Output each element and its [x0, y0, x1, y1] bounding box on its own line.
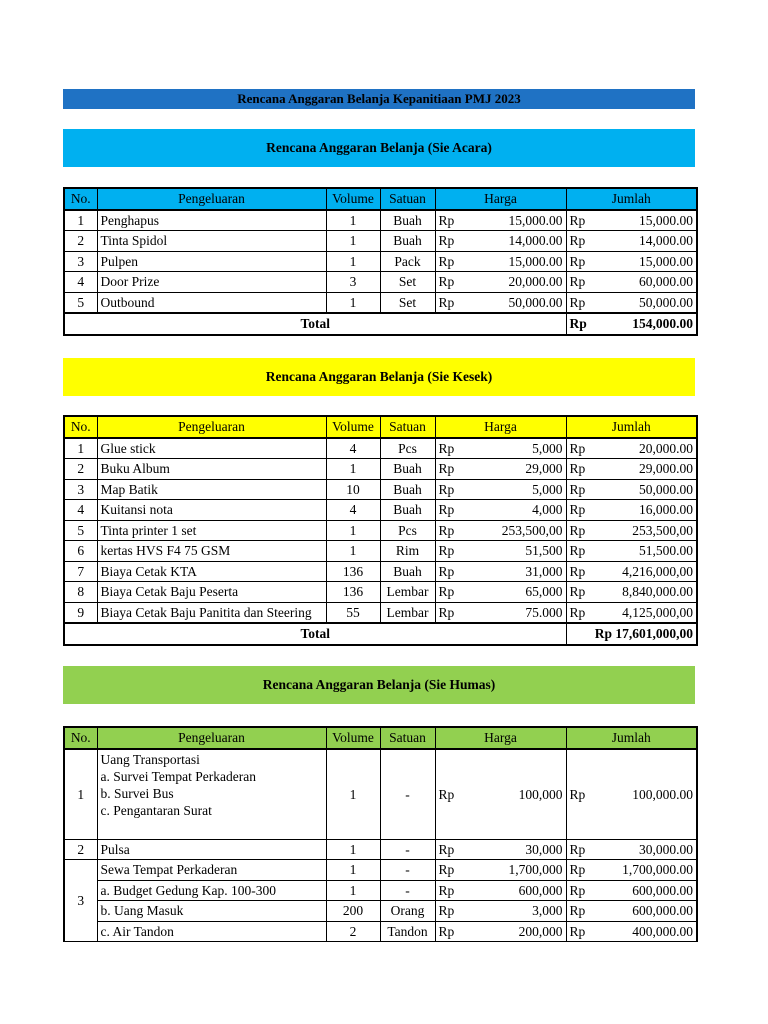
row-satuan: Set: [380, 272, 435, 293]
row-satuan: Pack: [380, 251, 435, 272]
section-title-kesek: Rencana Anggaran Belanja (Sie Kesek): [63, 358, 695, 396]
row-jumlah: 4,216,000,00: [592, 561, 697, 582]
row-volume: 10: [326, 479, 380, 500]
row-harga-currency: Rp: [435, 500, 461, 521]
row-volume: 2: [326, 921, 380, 942]
header-satuan: Satuan: [380, 188, 435, 210]
row-number: 4: [64, 272, 97, 293]
row-jumlah-currency: Rp: [566, 541, 592, 562]
row-harga: 14,000.00: [461, 231, 566, 252]
row-satuan: -: [380, 860, 435, 881]
header-jumlah: Jumlah: [566, 188, 697, 210]
row-satuan: Pcs: [380, 520, 435, 541]
total-amount: 154,000.00: [592, 313, 697, 335]
item-line: c. Pengantaran Surat: [100, 802, 212, 818]
row-item: [97, 749, 326, 840]
header-satuan: Satuan: [380, 727, 435, 749]
row-harga: 65,000: [461, 582, 566, 603]
row-number: 3: [64, 479, 97, 500]
row-volume: 3: [326, 272, 380, 293]
total-label: Total: [64, 313, 566, 335]
row-item: kertas HVS F4 75 GSM: [97, 541, 326, 562]
row-number: 1: [64, 438, 97, 459]
row-satuan: Buah: [380, 479, 435, 500]
item-line: b. Survei Bus: [100, 785, 174, 801]
row-number: 6: [64, 541, 97, 562]
row-harga: 51,500: [461, 541, 566, 562]
row-harga-currency: Rp: [435, 251, 461, 272]
row-number: 4: [64, 500, 97, 521]
row-item: a. Budget Gedung Kap. 100-300: [97, 880, 326, 901]
row-harga-currency: Rp: [435, 749, 461, 840]
row-satuan: Rim: [380, 541, 435, 562]
header-harga: Harga: [435, 416, 566, 438]
table-row: [64, 602, 697, 623]
row-harga-currency: Rp: [435, 602, 461, 623]
row-harga: 30,000: [461, 839, 566, 860]
row-harga-currency: Rp: [435, 921, 461, 942]
row-harga-currency: Rp: [435, 880, 461, 901]
table-row: [64, 901, 697, 922]
row-volume: 1: [326, 749, 380, 840]
row-item: Tinta Spidol: [97, 231, 326, 252]
row-volume: 1: [326, 860, 380, 881]
table-row: [64, 520, 697, 541]
row-item: Biaya Cetak Baju Peserta: [97, 582, 326, 603]
section-title-humas: Rencana Anggaran Belanja (Sie Humas): [63, 666, 695, 704]
row-satuan: Orang: [380, 901, 435, 922]
item-line: Uang Transportasi: [100, 751, 200, 767]
row-harga: 50,000.00: [461, 292, 566, 313]
row-jumlah: 16,000.00: [592, 500, 697, 521]
table-header-row: [64, 416, 697, 438]
row-harga-currency: Rp: [435, 901, 461, 922]
row-volume: 200: [326, 901, 380, 922]
total-label: Total: [64, 623, 566, 645]
row-item: b. Uang Masuk: [97, 901, 326, 922]
row-number: 3: [64, 860, 97, 942]
row-jumlah: 15,000.00: [592, 251, 697, 272]
row-item: Biaya Cetak KTA: [97, 561, 326, 582]
row-jumlah: 1,700,000.00: [592, 860, 697, 881]
row-harga-currency: Rp: [435, 272, 461, 293]
row-harga-currency: Rp: [435, 561, 461, 582]
row-volume: 1: [326, 251, 380, 272]
header-jumlah: Jumlah: [566, 416, 697, 438]
header-volume: Volume: [326, 188, 380, 210]
row-jumlah-currency: Rp: [566, 880, 592, 901]
table-row: [64, 251, 697, 272]
row-satuan: -: [380, 749, 435, 840]
row-jumlah-currency: Rp: [566, 582, 592, 603]
row-jumlah: 100,000.00: [592, 749, 697, 840]
row-jumlah: 15,000.00: [592, 210, 697, 231]
header-no: No.: [64, 416, 97, 438]
row-jumlah: 600,000.00: [592, 901, 697, 922]
row-jumlah-currency: Rp: [566, 210, 592, 231]
header-volume: Volume: [326, 727, 380, 749]
row-number: 1: [64, 749, 97, 840]
row-number: 1: [64, 210, 97, 231]
header-pengeluaran: Pengeluaran: [97, 727, 326, 749]
row-jumlah-currency: Rp: [566, 479, 592, 500]
row-jumlah-currency: Rp: [566, 251, 592, 272]
row-jumlah-currency: Rp: [566, 561, 592, 582]
row-number: 7: [64, 561, 97, 582]
total-value: 17,601,000,00: [615, 626, 693, 642]
row-volume: 1: [326, 520, 380, 541]
total-currency: Rp: [594, 626, 612, 642]
row-harga: 75.000: [461, 602, 566, 623]
row-item: Glue stick: [97, 438, 326, 459]
row-harga: 15,000.00: [461, 251, 566, 272]
row-jumlah-currency: Rp: [566, 459, 592, 480]
table-row: [64, 749, 697, 840]
header-volume: Volume: [326, 416, 380, 438]
total-row: [64, 313, 697, 335]
row-item: Outbound: [97, 292, 326, 313]
total-amount: [566, 623, 697, 645]
row-jumlah: 51,500.00: [592, 541, 697, 562]
row-volume: 1: [326, 459, 380, 480]
row-satuan: -: [380, 880, 435, 901]
row-harga-currency: Rp: [435, 210, 461, 231]
row-jumlah: 29,000.00: [592, 459, 697, 480]
row-jumlah-currency: Rp: [566, 500, 592, 521]
row-item: Pulpen: [97, 251, 326, 272]
row-jumlah: 253,500,00: [592, 520, 697, 541]
row-volume: 1: [326, 292, 380, 313]
row-jumlah: 30,000.00: [592, 839, 697, 860]
row-item: c. Air Tandon: [97, 921, 326, 942]
row-volume: 136: [326, 582, 380, 603]
row-harga-currency: Rp: [435, 292, 461, 313]
total-row: [64, 623, 697, 645]
row-jumlah-currency: Rp: [566, 901, 592, 922]
row-item: Sewa Tempat Perkaderan: [97, 860, 326, 881]
table-row: [64, 231, 697, 252]
row-satuan: Buah: [380, 459, 435, 480]
row-volume: 1: [326, 839, 380, 860]
row-jumlah: 60,000.00: [592, 272, 697, 293]
row-harga-currency: Rp: [435, 479, 461, 500]
row-jumlah: 4,125,000,00: [592, 602, 697, 623]
row-harga: 600,000: [461, 880, 566, 901]
total-currency: Rp: [566, 313, 592, 335]
section-title-acara: Rencana Anggaran Belanja (Sie Acara): [63, 129, 695, 167]
row-jumlah: 14,000.00: [592, 231, 697, 252]
row-satuan: Pcs: [380, 438, 435, 459]
row-item: Door Prize: [97, 272, 326, 293]
row-jumlah-currency: Rp: [566, 860, 592, 881]
row-harga: 200,000: [461, 921, 566, 942]
row-volume: 1: [326, 880, 380, 901]
row-jumlah: 20,000.00: [592, 438, 697, 459]
row-harga: 100,000: [461, 749, 566, 840]
row-jumlah-currency: Rp: [566, 292, 592, 313]
row-volume: 1: [326, 541, 380, 562]
row-item: Buku Album: [97, 459, 326, 480]
row-volume: 1: [326, 231, 380, 252]
row-satuan: Lembar: [380, 602, 435, 623]
row-number: 3: [64, 251, 97, 272]
row-number: 5: [64, 292, 97, 313]
row-number: 2: [64, 839, 97, 860]
row-satuan: Buah: [380, 561, 435, 582]
item-line: a. Survei Tempat Perkaderan: [100, 768, 257, 784]
row-harga-currency: Rp: [435, 438, 461, 459]
row-harga: 20,000.00: [461, 272, 566, 293]
row-jumlah-currency: Rp: [566, 272, 592, 293]
row-harga: 5,000: [461, 479, 566, 500]
table-row: [64, 459, 697, 480]
budget-table-acara: [63, 187, 698, 336]
header-harga: Harga: [435, 727, 566, 749]
row-harga-currency: Rp: [435, 520, 461, 541]
row-harga: 253,500,00: [461, 520, 566, 541]
row-harga: 31,000: [461, 561, 566, 582]
row-volume: 4: [326, 438, 380, 459]
row-harga-currency: Rp: [435, 582, 461, 603]
header-harga: Harga: [435, 188, 566, 210]
row-jumlah: 50,000.00: [592, 292, 697, 313]
budget-table-humas: [63, 726, 698, 942]
table-header-row: [64, 188, 697, 210]
row-number: 2: [64, 231, 97, 252]
header-pengeluaran: Pengeluaran: [97, 416, 326, 438]
row-jumlah-currency: Rp: [566, 749, 592, 840]
row-number: 8: [64, 582, 97, 603]
table-row: [64, 880, 697, 901]
row-satuan: Buah: [380, 500, 435, 521]
table-row: [64, 541, 697, 562]
row-item: Penghapus: [97, 210, 326, 231]
header-jumlah: Jumlah: [566, 727, 697, 749]
row-jumlah-currency: Rp: [566, 438, 592, 459]
row-harga: 5,000: [461, 438, 566, 459]
row-jumlah: 400,000.00: [592, 921, 697, 942]
row-jumlah-currency: Rp: [566, 231, 592, 252]
row-volume: 136: [326, 561, 380, 582]
row-number: 9: [64, 602, 97, 623]
row-jumlah-currency: Rp: [566, 520, 592, 541]
header-no: No.: [64, 727, 97, 749]
table-header-row: [64, 727, 697, 749]
row-harga: 1,700,000: [461, 860, 566, 881]
budget-table-kesek: [63, 415, 698, 646]
row-volume: 4: [326, 500, 380, 521]
row-jumlah-currency: Rp: [566, 602, 592, 623]
row-item: Biaya Cetak Baju Panitita dan Steering: [97, 602, 326, 623]
row-satuan: Lembar: [380, 582, 435, 603]
row-satuan: Buah: [380, 231, 435, 252]
table-row: [64, 561, 697, 582]
row-harga-currency: Rp: [435, 459, 461, 480]
row-satuan: Tandon: [380, 921, 435, 942]
table-row: [64, 500, 697, 521]
table-row: [64, 921, 697, 942]
row-harga-currency: Rp: [435, 860, 461, 881]
row-volume: 1: [326, 210, 380, 231]
row-item: Pulsa: [97, 839, 326, 860]
row-satuan: Set: [380, 292, 435, 313]
row-item: Kuitansi nota: [97, 500, 326, 521]
row-jumlah: 50,000.00: [592, 479, 697, 500]
document-title: Rencana Anggaran Belanja Kepanitiaan PMJ 2023: [63, 89, 695, 109]
row-volume: 55: [326, 602, 380, 623]
row-number: 2: [64, 459, 97, 480]
row-harga: 29,000: [461, 459, 566, 480]
table-row: [64, 839, 697, 860]
table-row: [64, 272, 697, 293]
row-number: 5: [64, 520, 97, 541]
row-harga: 4,000: [461, 500, 566, 521]
row-jumlah-currency: Rp: [566, 921, 592, 942]
header-pengeluaran: Pengeluaran: [97, 188, 326, 210]
table-row: [64, 210, 697, 231]
row-jumlah: 8,840,000.00: [592, 582, 697, 603]
header-satuan: Satuan: [380, 416, 435, 438]
row-satuan: Buah: [380, 210, 435, 231]
table-row: [64, 860, 697, 881]
row-harga: 15,000.00: [461, 210, 566, 231]
table-row: [64, 438, 697, 459]
row-item: Tinta printer 1 set: [97, 520, 326, 541]
row-jumlah-currency: Rp: [566, 839, 592, 860]
table-row: [64, 479, 697, 500]
row-satuan: -: [380, 839, 435, 860]
header-no: No.: [64, 188, 97, 210]
row-harga-currency: Rp: [435, 839, 461, 860]
row-harga-currency: Rp: [435, 541, 461, 562]
row-item: Map Batik: [97, 479, 326, 500]
table-row: [64, 582, 697, 603]
table-row: [64, 292, 697, 313]
row-harga-currency: Rp: [435, 231, 461, 252]
row-harga: 3,000: [461, 901, 566, 922]
row-jumlah: 600,000.00: [592, 880, 697, 901]
